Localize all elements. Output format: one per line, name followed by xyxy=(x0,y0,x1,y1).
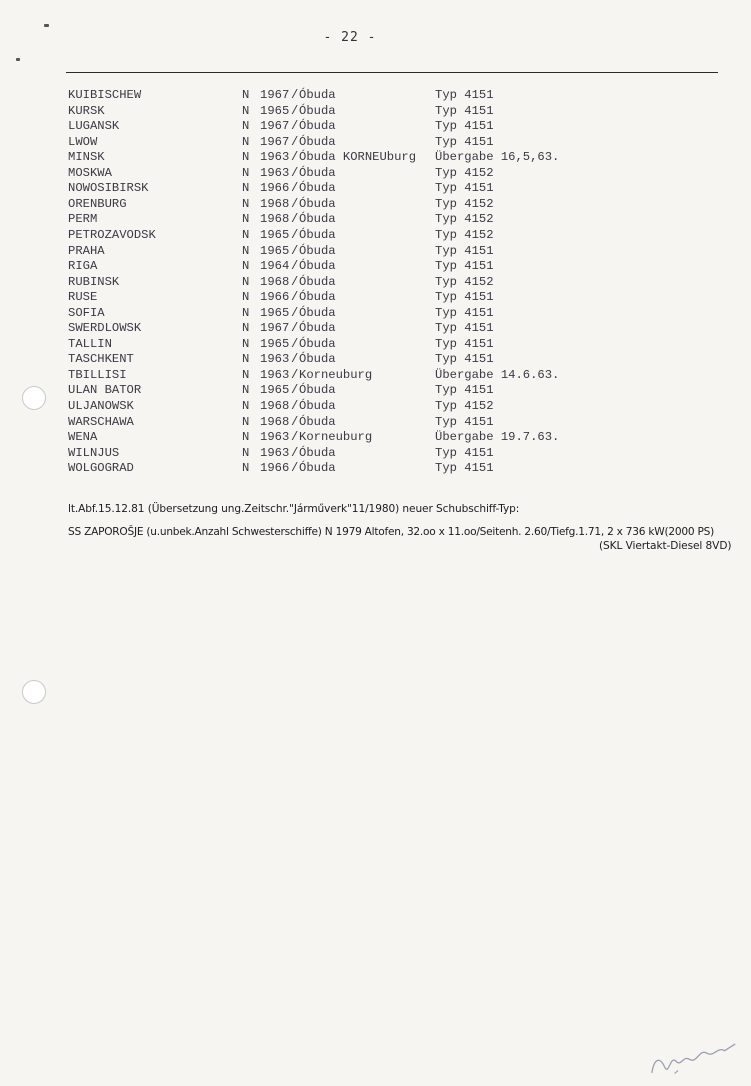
vessel-row xyxy=(0,367,751,383)
vessel-name: TASCHKENT xyxy=(68,352,134,367)
vessel-name: WOLGOGRAD xyxy=(68,461,134,476)
type-info: Typ 4151 xyxy=(435,259,494,274)
build-year: 1966 xyxy=(260,181,290,196)
vessel-name: ULAN BATOR xyxy=(68,383,142,398)
type-info: Typ 4151 xyxy=(435,461,494,476)
separator-slash: / xyxy=(291,227,299,242)
type-info: Typ 4151 xyxy=(435,305,494,320)
vessel-row xyxy=(0,87,751,103)
shipyard: Óbuda xyxy=(299,119,336,134)
build-mark: N xyxy=(242,321,250,336)
vessel-name: KURSK xyxy=(68,103,105,118)
shipyard: Óbuda xyxy=(299,383,336,398)
build-year: 1968 xyxy=(260,399,290,413)
type-info: Typ 4151 xyxy=(435,119,494,134)
vessel-name: PRAHA xyxy=(68,243,105,258)
vessel-name: PERM xyxy=(68,212,98,227)
vessel-row xyxy=(0,196,751,212)
separator-slash: / xyxy=(291,461,299,476)
vessel-name: NOWOSIBIRSK xyxy=(68,181,149,196)
build-mark: N xyxy=(242,134,250,149)
vessel-row xyxy=(0,336,751,352)
separator-slash: / xyxy=(291,165,299,180)
build-year: 1967 xyxy=(260,321,290,336)
vessel-row xyxy=(0,103,751,119)
build-mark: N xyxy=(242,227,250,242)
separator-slash: / xyxy=(291,336,299,351)
shipyard: Óbuda xyxy=(299,352,336,367)
vessel-name: RIGA xyxy=(68,259,98,274)
build-year: 1965 xyxy=(260,227,290,242)
build-mark: N xyxy=(242,88,250,102)
vessel-row xyxy=(0,398,751,414)
build-mark: N xyxy=(242,196,250,211)
separator-slash: / xyxy=(291,290,299,305)
build-year: 1965 xyxy=(260,305,290,320)
build-year: 1963 xyxy=(260,165,290,180)
vessel-name: KUIBISCHEW xyxy=(68,88,142,102)
shipyard: Óbuda xyxy=(299,259,336,274)
build-year: 1963 xyxy=(260,367,290,382)
separator-slash: / xyxy=(291,445,299,460)
type-info: Typ 4151 xyxy=(435,134,494,149)
type-info: Typ 4151 xyxy=(435,321,494,336)
build-year: 1968 xyxy=(260,212,290,227)
build-year: 1968 xyxy=(260,274,290,289)
type-info: Typ 4152 xyxy=(435,165,494,180)
build-mark: N xyxy=(242,336,250,351)
build-year: 1968 xyxy=(260,414,290,429)
build-year: 1967 xyxy=(260,119,290,134)
separator-slash: / xyxy=(291,150,299,165)
vessel-name: LUGANSK xyxy=(68,119,120,134)
vessel-name: TALLIN xyxy=(68,336,112,351)
vessel-name: WARSCHAWA xyxy=(68,414,134,429)
shipyard: Óbuda xyxy=(299,165,336,180)
separator-slash: / xyxy=(291,430,299,445)
separator-slash: / xyxy=(291,243,299,258)
build-mark: N xyxy=(242,259,250,274)
header-rule xyxy=(66,72,718,73)
separator-slash: / xyxy=(291,103,299,118)
separator-slash: / xyxy=(291,119,299,134)
shipyard: Óbuda xyxy=(299,181,336,196)
build-mark: N xyxy=(242,181,250,196)
shipyard: Óbuda xyxy=(299,243,336,258)
vessel-row xyxy=(0,149,751,165)
vessel-row xyxy=(0,165,751,181)
build-mark: N xyxy=(242,414,250,429)
note-line-2: SS ZAPOROŠJE (u.unbek.Anzahl Schwesterschiffe) N 1979 Altofen, 32.oo x 11.oo/Seitenh. 2.60/Tiefg.1.71, 2 x 736 kW(2000 PS) xyxy=(68,526,714,538)
shipyard: Óbuda xyxy=(299,461,336,476)
separator-slash: / xyxy=(291,134,299,149)
shipyard: Óbuda xyxy=(299,212,336,227)
type-info: Typ 4152 xyxy=(435,274,494,289)
shipyard: Óbuda xyxy=(299,305,336,320)
vessel-name: RUBINSK xyxy=(68,274,120,289)
vessel-row xyxy=(0,211,751,227)
type-info: Übergabe 14.6.63. xyxy=(435,367,560,382)
build-year: 1964 xyxy=(260,259,290,274)
build-year: 1967 xyxy=(260,134,290,149)
build-year: 1968 xyxy=(260,196,290,211)
vessel-row xyxy=(0,460,751,476)
build-mark: N xyxy=(242,243,250,258)
type-info: Typ 4151 xyxy=(435,336,494,351)
separator-slash: / xyxy=(291,321,299,336)
shipyard: Óbuda xyxy=(299,336,336,351)
shipyard: Óbuda xyxy=(299,134,336,149)
separator-slash: / xyxy=(291,399,299,413)
build-mark: N xyxy=(242,212,250,227)
shipyard: Óbuda xyxy=(299,274,336,289)
ink-speck xyxy=(16,58,20,61)
build-mark: N xyxy=(242,290,250,305)
separator-slash: / xyxy=(291,352,299,367)
note-line-3: (SKL Viertakt-Diesel 8VD) xyxy=(599,540,732,552)
build-year: 1967 xyxy=(260,88,290,102)
build-year: 1963 xyxy=(260,430,290,445)
type-info: Typ 4151 xyxy=(435,243,494,258)
build-year: 1965 xyxy=(260,103,290,118)
shipyard: Óbuda xyxy=(299,321,336,336)
vessel-row xyxy=(0,180,751,196)
build-mark: N xyxy=(242,305,250,320)
shipyard: Óbuda xyxy=(299,196,336,211)
vessel-name: WENA xyxy=(68,430,98,445)
vessel-row xyxy=(0,134,751,150)
separator-slash: / xyxy=(291,305,299,320)
build-mark: N xyxy=(242,150,250,165)
shipyard: Óbuda xyxy=(299,445,336,460)
separator-slash: / xyxy=(291,367,299,382)
type-info: Typ 4152 xyxy=(435,399,494,413)
build-mark: N xyxy=(242,352,250,367)
page-number: - 22 - xyxy=(323,30,377,45)
vessel-name: ORENBURG xyxy=(68,196,127,211)
vessel-row xyxy=(0,258,751,274)
type-info: Typ 4152 xyxy=(435,196,494,211)
separator-slash: / xyxy=(291,181,299,196)
build-year: 1965 xyxy=(260,383,290,398)
separator-slash: / xyxy=(291,212,299,227)
vessel-row xyxy=(0,289,751,305)
build-year: 1966 xyxy=(260,290,290,305)
vessel-name: TBILLISI xyxy=(68,367,127,382)
build-mark: N xyxy=(242,103,250,118)
build-year: 1963 xyxy=(260,445,290,460)
build-year: 1963 xyxy=(260,352,290,367)
type-info: Typ 4151 xyxy=(435,181,494,196)
separator-slash: / xyxy=(291,88,299,102)
punch-hole-top xyxy=(22,386,46,410)
vessel-row xyxy=(0,243,751,259)
build-year: 1965 xyxy=(260,336,290,351)
vessel-row xyxy=(0,351,751,367)
vessel-row xyxy=(0,445,751,461)
shipyard: Korneuburg xyxy=(299,430,373,445)
shipyard: Óbuda xyxy=(299,88,336,102)
vessel-row xyxy=(0,118,751,134)
type-info: Typ 4151 xyxy=(435,352,494,367)
build-mark: N xyxy=(242,274,250,289)
vessel-name: LWOW xyxy=(68,134,98,149)
build-year: 1963 xyxy=(260,150,290,165)
build-mark: N xyxy=(242,165,250,180)
vessel-name: SOFIA xyxy=(68,305,105,320)
separator-slash: / xyxy=(291,414,299,429)
type-info: Typ 4151 xyxy=(435,445,494,460)
vessel-name: SWERDLOWSK xyxy=(68,321,142,336)
vessel-row xyxy=(0,227,751,243)
vessel-name: ULJANOWSK xyxy=(68,399,134,413)
vessel-name: MINSK xyxy=(68,150,105,165)
shipyard: Óbuda xyxy=(299,290,336,305)
build-mark: N xyxy=(242,430,250,445)
type-info: Typ 4152 xyxy=(435,212,494,227)
build-mark: N xyxy=(242,367,250,382)
separator-slash: / xyxy=(291,274,299,289)
punch-hole-bottom xyxy=(22,680,46,704)
ink-speck xyxy=(44,24,49,27)
build-year: 1965 xyxy=(260,243,290,258)
vessel-row xyxy=(0,320,751,336)
vessel-name: WILNJUS xyxy=(68,445,120,460)
vessel-row xyxy=(0,274,751,290)
vessel-name: PETROZAVODSK xyxy=(68,227,156,242)
type-info: Typ 4151 xyxy=(435,383,494,398)
type-info: Übergabe 19.7.63. xyxy=(435,430,560,445)
shipyard: Óbuda xyxy=(299,103,336,118)
build-mark: N xyxy=(242,383,250,398)
build-mark: N xyxy=(242,399,250,413)
pencil-signature-icon xyxy=(642,1026,748,1085)
shipyard: Óbuda xyxy=(299,414,336,429)
separator-slash: / xyxy=(291,259,299,274)
type-info: Typ 4151 xyxy=(435,414,494,429)
vessel-row xyxy=(0,382,751,398)
shipyard: Korneuburg xyxy=(299,367,373,382)
separator-slash: / xyxy=(291,383,299,398)
vessel-row xyxy=(0,429,751,445)
build-year: 1966 xyxy=(260,461,290,476)
build-mark: N xyxy=(242,445,250,460)
type-info: Typ 4151 xyxy=(435,103,494,118)
type-info: Übergabe 16,5,63. xyxy=(435,150,560,165)
build-mark: N xyxy=(242,119,250,134)
shipyard: Óbuda KORNEUburg xyxy=(299,150,417,165)
separator-slash: / xyxy=(291,196,299,211)
vessel-name: MOSKWA xyxy=(68,165,112,180)
vessel-row xyxy=(0,305,751,321)
type-info: Typ 4152 xyxy=(435,227,494,242)
note-line-1: lt.Abf.15.12.81 (Übersetzung ung.Zeitschr."Járműverk"11/1980) neuer Schubschiff-Typ: xyxy=(68,503,520,515)
type-info: Typ 4151 xyxy=(435,88,494,102)
shipyard: Óbuda xyxy=(299,227,336,242)
shipyard: Óbuda xyxy=(299,399,336,413)
vessel-row xyxy=(0,414,751,430)
build-mark: N xyxy=(242,461,250,476)
type-info: Typ 4151 xyxy=(435,290,494,305)
vessel-name: RUSE xyxy=(68,290,98,305)
